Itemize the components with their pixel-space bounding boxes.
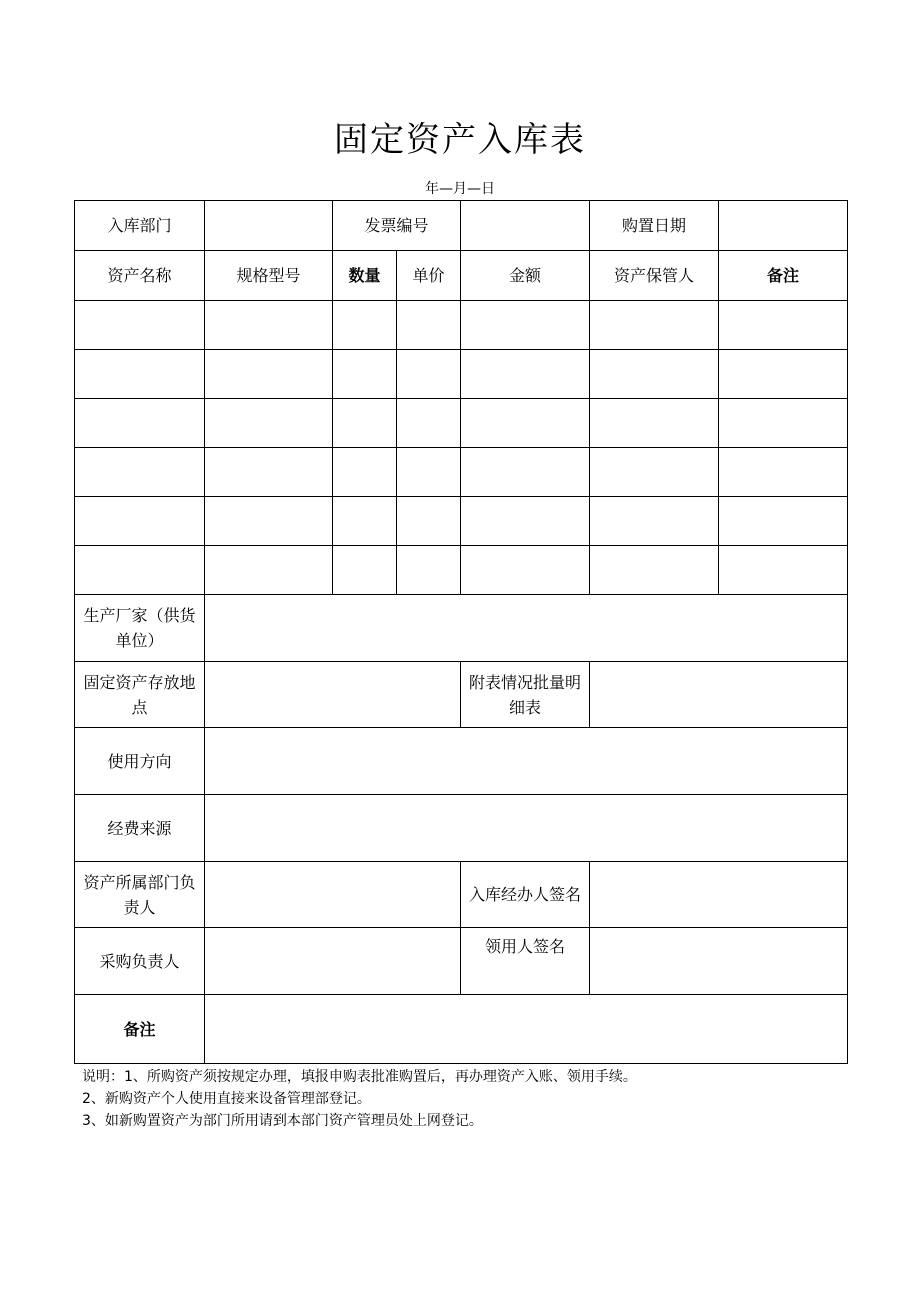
table-cell[interactable]: [590, 399, 719, 448]
remarks-value-cell[interactable]: [205, 995, 848, 1064]
purchase-date-label: 购置日期: [590, 201, 719, 251]
purchase-head-label: 采购负责人: [75, 928, 205, 995]
usage-row: [75, 728, 848, 795]
table-cell[interactable]: [75, 448, 205, 497]
table-cell[interactable]: [719, 546, 848, 595]
receiver-sign-value-cell[interactable]: [590, 928, 848, 995]
manufacturer-label: 生产厂家（供货单位）: [75, 595, 205, 662]
table-row: [75, 301, 848, 350]
col-spec-model: 规格型号: [205, 251, 333, 301]
table-cell[interactable]: [333, 546, 397, 595]
dept-head-label: 资产所属部门负责人: [75, 862, 205, 928]
table-cell[interactable]: [719, 301, 848, 350]
funding-label: 经费来源: [75, 795, 205, 862]
note-line-2: 2、新购资产个人使用直接来设备管理部登记。: [82, 1091, 371, 1107]
table-cell[interactable]: [397, 546, 461, 595]
dept-value-cell[interactable]: [205, 201, 333, 251]
table-cell[interactable]: [461, 399, 590, 448]
table-row: [75, 350, 848, 399]
column-header-row: [75, 251, 848, 301]
usage-value-cell[interactable]: [205, 728, 848, 795]
table-cell[interactable]: [75, 350, 205, 399]
remarks-row: [75, 995, 848, 1064]
table-cell[interactable]: [719, 350, 848, 399]
usage-label: 使用方向: [75, 728, 205, 795]
header-row: [75, 201, 848, 251]
handler-sign-label: 入库经办人签名: [461, 862, 590, 928]
attachment-label: 附表情况批量明细表: [461, 662, 590, 728]
table-cell[interactable]: [397, 497, 461, 546]
table-cell[interactable]: [333, 497, 397, 546]
table-cell[interactable]: [397, 301, 461, 350]
table-cell[interactable]: [75, 399, 205, 448]
handler-sign-value-cell[interactable]: [590, 862, 848, 928]
table-cell[interactable]: [461, 350, 590, 399]
table-cell[interactable]: [590, 301, 719, 350]
table-cell[interactable]: [590, 546, 719, 595]
invoice-label: 发票编号: [333, 201, 461, 251]
table-row: [75, 448, 848, 497]
table-cell[interactable]: [205, 350, 333, 399]
manufacturer-row: [75, 595, 848, 662]
table-row: [75, 546, 848, 595]
remarks-label: 备注: [75, 995, 205, 1064]
manufacturer-value-cell[interactable]: [205, 595, 848, 662]
table-cell[interactable]: [333, 301, 397, 350]
notes-block: [82, 1066, 882, 1132]
table-cell[interactable]: [590, 350, 719, 399]
table-cell[interactable]: [205, 497, 333, 546]
funding-value-cell[interactable]: [205, 795, 848, 862]
table-cell[interactable]: [333, 350, 397, 399]
col-custodian: 资产保管人: [590, 251, 719, 301]
note-line-3: 3、如新购置资产为部门所用请到本部门资产管理员处上网登记。: [82, 1113, 483, 1129]
table-cell[interactable]: [205, 399, 333, 448]
table-cell[interactable]: [590, 497, 719, 546]
dept-head-row: [75, 862, 848, 928]
table-cell[interactable]: [75, 546, 205, 595]
table-cell[interactable]: [590, 448, 719, 497]
table-cell[interactable]: [461, 497, 590, 546]
purchase-head-value-cell[interactable]: [205, 928, 461, 995]
table-cell[interactable]: [719, 399, 848, 448]
table-cell[interactable]: [75, 301, 205, 350]
table-cell[interactable]: [205, 448, 333, 497]
location-row: [75, 662, 848, 728]
purchase-date-value-cell[interactable]: [719, 201, 848, 251]
receiver-sign-label: 领用人签名: [461, 928, 590, 995]
asset-intake-form: [74, 200, 848, 1064]
table-cell[interactable]: [461, 448, 590, 497]
col-asset-name: 资产名称: [75, 251, 205, 301]
invoice-value-cell[interactable]: [461, 201, 590, 251]
location-label: 固定资产存放地点: [75, 662, 205, 728]
purchase-head-row: [75, 928, 848, 995]
table-row: [75, 497, 848, 546]
funding-row: [75, 795, 848, 862]
table-cell[interactable]: [461, 546, 590, 595]
table-cell[interactable]: [719, 448, 848, 497]
table-cell[interactable]: [461, 301, 590, 350]
table-cell[interactable]: [397, 350, 461, 399]
table-cell[interactable]: [333, 448, 397, 497]
col-quantity: 数量: [333, 251, 397, 301]
table-row: [75, 399, 848, 448]
col-unit-price: 单价: [397, 251, 461, 301]
col-remarks: 备注: [719, 251, 848, 301]
dept-head-value-cell[interactable]: [205, 862, 461, 928]
dept-label: 入库部门: [75, 201, 205, 251]
page-title: 固定资产入库表: [334, 120, 586, 160]
table-cell[interactable]: [205, 301, 333, 350]
table-cell[interactable]: [397, 448, 461, 497]
table-cell[interactable]: [75, 497, 205, 546]
table-cell[interactable]: [719, 497, 848, 546]
attachment-value-cell[interactable]: [590, 662, 848, 728]
col-amount: 金额: [461, 251, 590, 301]
table-cell[interactable]: [333, 399, 397, 448]
date-line: 年—月—日: [425, 181, 495, 197]
note-line-1: 说明：1、所购资产须按规定办理，填报申购表批准购置后，再办理资产入账、领用手续。: [82, 1069, 637, 1085]
table-cell[interactable]: [205, 546, 333, 595]
table-cell[interactable]: [397, 399, 461, 448]
location-value-cell[interactable]: [205, 662, 461, 728]
